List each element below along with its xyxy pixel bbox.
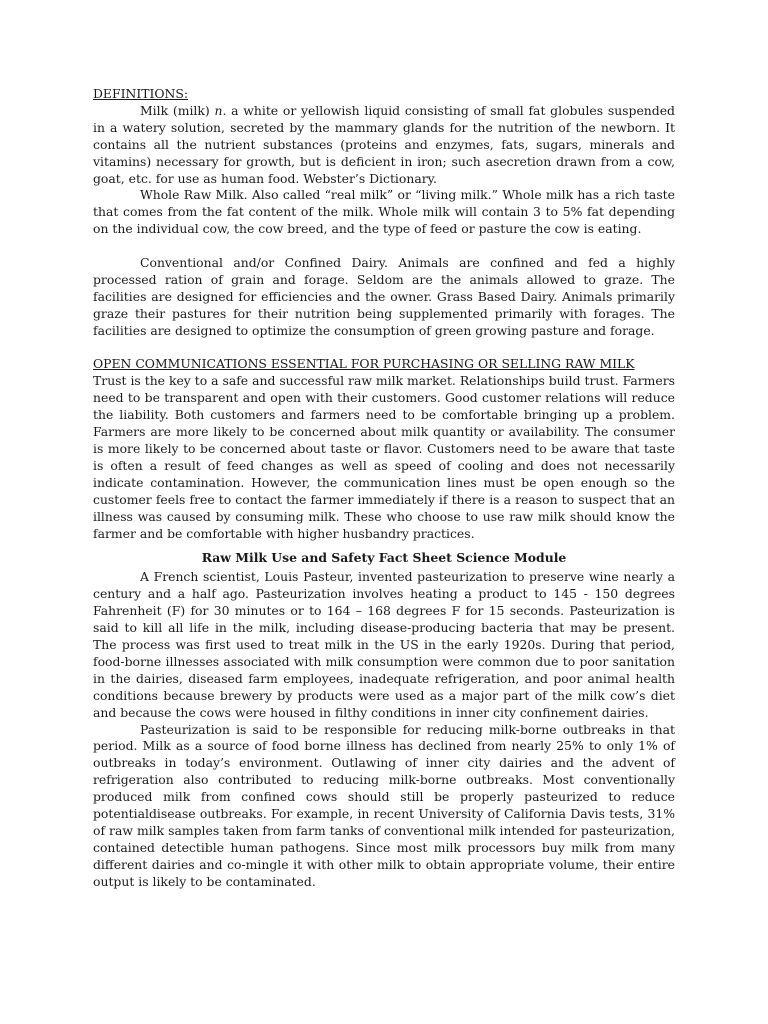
milk-definition-text: a white or yellowish liquid consisting of small fat globules suspended in a watery solution, secreted by the mammary glands for the nutrition of the newborn. It contains all the nutrient substances (proteins and enzymes, fats, sugars, minerals and vitamins) necessary for growth, but is deficient in iron; such asecretion drawn from a cow, goat, etc. for use as human food. Webster’s Dictionary. xyxy=(93,102,675,186)
paragraph-spacer xyxy=(93,340,675,357)
fact-sheet-paragraph-1: A French scientist, Louis Pasteur, invented pasteurization to preserve wine nearly a century and a half ago. Pasteurization involves heating a product to 145 - 150 degrees Fahrenheit (F) for 30 minutes or to 164 – 168 degrees F for 15 seconds. Pasteurization is said to kill all life in the milk, including disease-producing bacteria that may be present. The process was first used to treat milk in the US in the early 1920s. During that period, food-borne illnesses associated with milk consumption were common due to poor sanitation in the dairies, diseased farm employees, inadequate refrigeration, and poor animal health conditions because brewery by products were used as a major part of the milk cow’s diet and because the cows were housed in filthy conditions in inner city confinement dairies. xyxy=(93,569,675,720)
fact-sheet-paragraph-2: Pasteurization is said to be responsible for reducing milk-borne outbreaks in that period. Milk as a source of food borne illness has declined from nearly 25% to only 1% of outbreaks in today’s environment. Outlawing of inner city dairies and the advent of refrigeration also contributed to reducing milk-borne outbreaks. Most conventionally produced milk from confined cows should still be properly pasteurized to reduce potentialdisease outbreaks. For example, in recent University of California Davis tests, 31% of raw milk samples taken from farm tanks of conventional milk intended for pasteurization, contained detectible human pathogens. Since most milk processors buy milk from many different dairies and co-mingle it with other milk to obtain appropriate volume, their entire output is likely to be contaminated. xyxy=(93,721,675,889)
open-communications-body: Trust is the key to a safe and successful raw milk market. Relationships build trust. Farmers need to be transparent and open with their customers. Good customer relations will reduce the liability. Both customers and farmers need to be comfortable bringing up a problem. Farmers are more likely to be concerned about milk quantity or availability. The consumer is more likely to be concerned about taste or flavor. Customers need to be aware that taste is often a result of feed changes as well as speed of cooling and does not necessarily indicate contamination. However, the communication lines must be open enough so the customer feels free to contact the farmer immediately if there is a reason to suspect that an illness was caused by consuming milk. These who choose to use raw milk should know the farmer and be comfortable with higher husbandry practices. xyxy=(93,373,675,541)
fact-sheet-title: Raw Milk Use and Safety Fact Sheet Science Module xyxy=(201,550,567,566)
open-communications-heading: OPEN COMMUNICATIONS ESSENTIAL FOR PURCHASING OR SELLING RAW MILK xyxy=(93,356,635,372)
paragraph-spacer xyxy=(93,238,675,255)
whole-raw-milk-definition: Whole Raw Milk. Also called “real milk” or “living milk.” Whole milk has a rich taste that comes from the fat content of the milk. Whole milk will contain 3 to 5% fat depending on the individual cow, the cow breed, and the type of feed or pasture the cow is eating. xyxy=(93,187,675,237)
milk-term: Milk (milk) xyxy=(140,102,215,118)
milk-part-of-speech: n. xyxy=(214,102,227,118)
document-page xyxy=(93,86,675,891)
definitions-heading: DEFINITIONS: xyxy=(93,86,189,101)
conventional-dairy-definition: Conventional and/or Confined Dairy. Animals are confined and fed a highly processed ration of grain and forage. Seldom are the animals allowed to graze. The facilities are designed for efficiencies and the owner. Grass Based Dairy. Animals primarily graze their pastures for their nutrition being supplemented primarily with forages. The facilities are designed to optimize the consumption of green growing pasture and forage. xyxy=(93,255,675,338)
milk-definition xyxy=(93,103,675,188)
